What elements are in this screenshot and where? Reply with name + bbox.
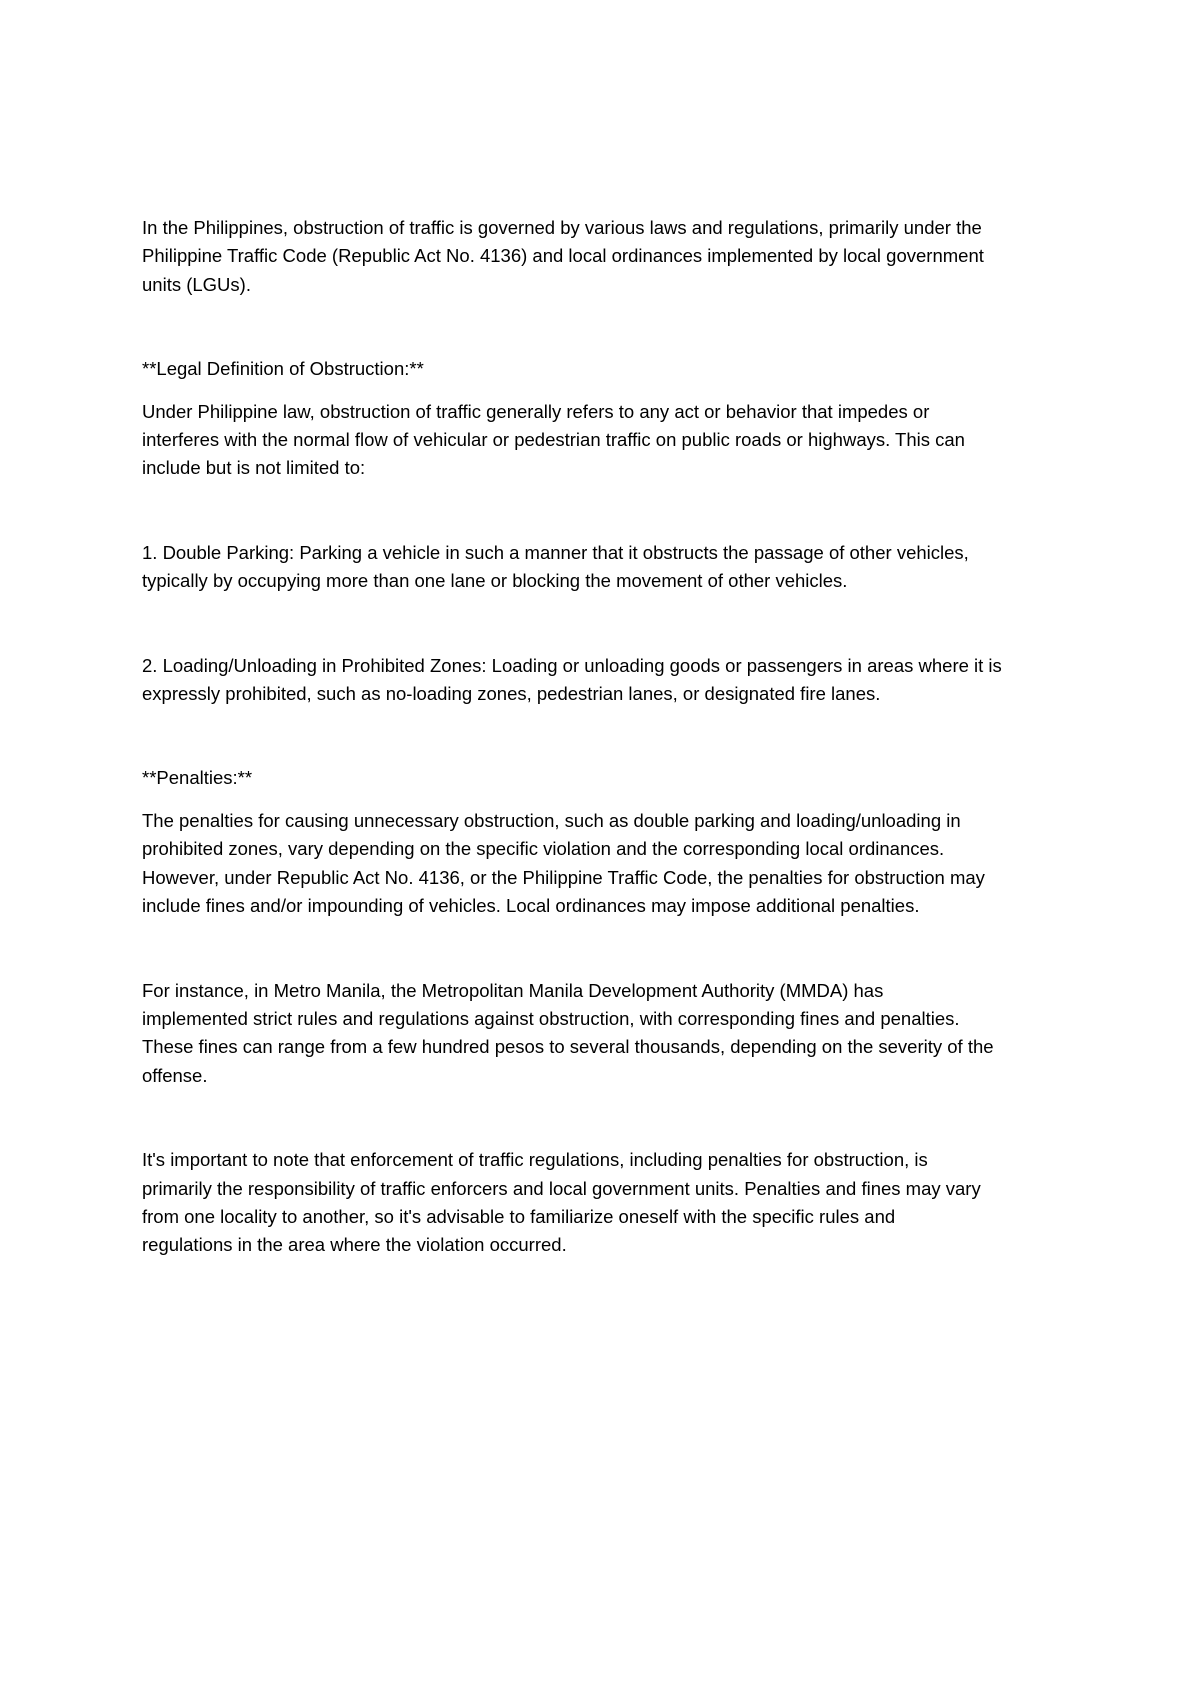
loading-unloading-item: 2. Loading/Unloading in Prohibited Zones: Loading or unloading goods or passengers in areas where it is expressly prohibited, such as no-loading zones, pedestrian lanes, or designated fire lanes. — [142, 654, 1002, 705]
penalties-paragraph: The penalties for causing unnecessary obstruction, such as double parking and loading/unloading in prohibited zones, vary depending on the specific violation and the corresponding local ordinances. However, under Republic Act No. 4136, or the Philippine Traffic Code, the penalties for obstruction may include fines and/or impounding of vehicles. Local ordinances may impose additional penalties. — [142, 809, 985, 917]
intro-paragraph: In the Philippines, obstruction of traffic is governed by various laws and regulations, primarily under the Philippine Traffic Code (Republic Act No. 4136) and local ordinances implemented by local government units (LGUs). — [142, 217, 984, 295]
double-parking-item: 1. Double Parking: Parking a vehicle in such a manner that it obstructs the passage of other vehicles, typically by occupying more than one lane or blocking the movement of other vehicles. — [142, 541, 969, 592]
legal-definition-heading: **Legal Definition of Obstruction:** — [142, 358, 424, 380]
mmda-paragraph: For instance, in Metro Manila, the Metropolitan Manila Development Authority (MMDA) has implemented strict rules and regulations against obstruction, with corresponding fines and penalties. These fines can range from a few hundred pesos to several thousands, depending on the severity of the offense. — [142, 979, 994, 1086]
enforcement-paragraph: It's important to note that enforcement of traffic regulations, including penalties for obstruction, is primarily the responsibility of traffic enforcers and local government units. Penalties and fines may vary from one locality to another, so it's advisable to familiarize oneself with the specific rules and regulations in the area where the violation occurred. — [142, 1149, 981, 1256]
penalties-heading: **Penalties:** — [142, 767, 253, 789]
document-body — [142, 214, 1082, 1260]
legal-definition-paragraph: Under Philippine law, obstruction of traffic generally refers to any act or behavior that impedes or interferes with the normal flow of vehicular or pedestrian traffic on public roads or highways. This can include but is not limited to: — [142, 400, 965, 479]
